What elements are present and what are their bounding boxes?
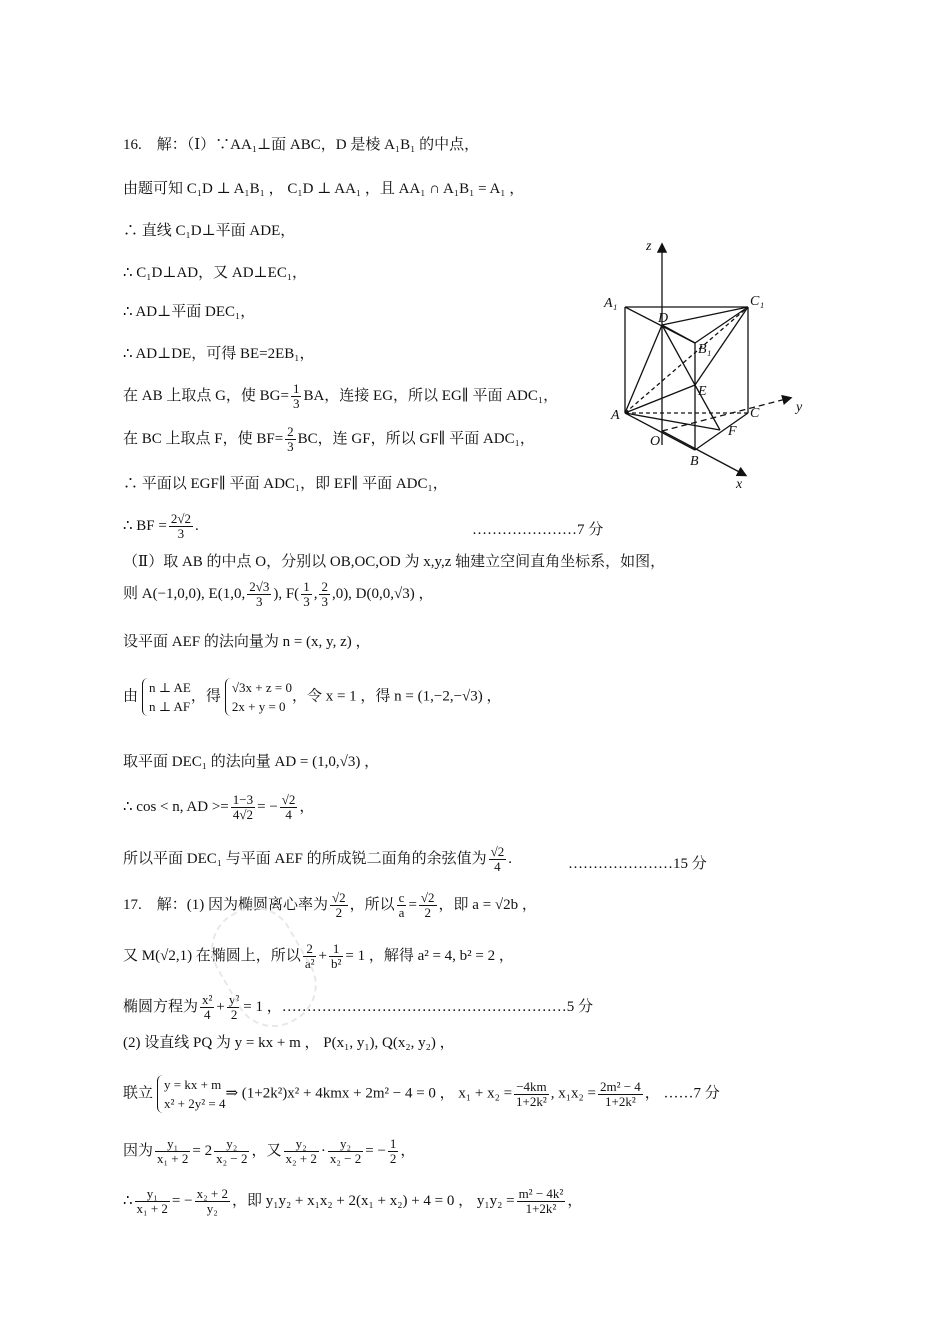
y-axis [662, 398, 790, 431]
q17-line-5: 联立y = kx + m x² + 2y² = 4⇒ (1+2k²)x² + 4kmx + 2m² − 4 = 0 ， x₁ + x₂ = $\frac{-4km}{\text{1+2k²}}$ , x₁x₂ = $\frac{\text{2m² − 4}}{\text{1+2k²}}$ ， ……7 分 [123, 1077, 720, 1111]
fraction: $\frac{√2}{2}$ [420, 890, 435, 920]
fraction: $\frac{\text{y₂}}{\text{x₂ − 2}}$ [329, 1136, 362, 1166]
q16-part2-line-7: 所以平面 DEC₁ 与平面 AEF 的所成锐二面角的余弦值为 $\frac{√2}{4}$ . [123, 844, 512, 874]
fraction: $\frac{\text{x²}}{4}$ [202, 992, 213, 1022]
label-y: y [796, 400, 803, 415]
fraction: $\frac{1-3}{4√2}$ [232, 792, 254, 822]
fraction: $\frac{\text{y²}}{2}$ [228, 992, 240, 1022]
q16-line-6: ∴ AD⊥DE，可得 BE=2EB₁， [123, 346, 315, 362]
prism-figure [600, 235, 815, 495]
fraction: $\frac{2}{3}$ [321, 579, 328, 609]
q17-line-1: 17. 解：(1) 因为椭圆离心率为 $\frac{√2}{2}$ ，所以 $\frac{c}{a}$ = $\frac{√2}{2}$ ，即 a = √2b ， [123, 890, 537, 920]
fraction: $\frac{√2}{2}$ [332, 890, 346, 920]
q16-part2-line-1: （Ⅱ）取 AB 的中点 O，分别以 OB,OC,OD 为 x,y,z 轴建立空间直角坐标系，如图， [123, 554, 666, 570]
fraction: $\frac{\text{x₂ + 2}}{\text{y₂}}$ [196, 1186, 228, 1216]
q16-part2-line-4: 由n ⊥ AE n ⊥ AF，得√3x + z = 0 2x + y = 0，令 x = 1 ，得 n = (1,−2,−√3) ， [123, 680, 502, 714]
q16-line-5: ∴ AD⊥平面 DEC₁， [123, 304, 256, 320]
score-7: …………………7 分 [472, 522, 604, 538]
equation-system: n ⊥ AE n ⊥ AF [142, 678, 191, 716]
segment-ac1 [625, 307, 748, 413]
q16-part2-line-6: ∴ cos < n, AD >= $\frac{1-3}{4√2}$ = − $\frac{√2}{4}$ ， [123, 792, 315, 822]
fraction: $\frac{\text{y₂}}{\text{x₂ − 2}}$ [216, 1136, 248, 1166]
q16-part2-line-2: 则 A(−1,0,0), E(1,0, $\frac{2√3}{3}$ ), F( $\frac{1}{3}$ , $\frac{2}{3}$ ,0), D(0,0,√3) ， [123, 579, 434, 609]
label-o: O [650, 434, 661, 449]
q16-line-8: 在 BC 上取点 F，使 BF= $\frac{2}{3}$ BC，连 GF，所以 GF∥ 平面 ADC₁， [123, 424, 535, 454]
fraction: $\frac{\text{2m² − 4}}{\text{1+2k²}}$ [599, 1078, 641, 1109]
q17-line-2: 又 M(√2,1) 在椭圆上，所以 $\frac{2}{\text{a²}}$ + $\frac{1}{\text{b²}}$ = 1 ，解得 a² = 4, b² = 2 ， [123, 941, 514, 971]
q17-line-4: (2) 设直线 PQ 为 y = kx + m ， P(x₁, y₁), Q(x₂, y₂) ， [123, 1035, 455, 1051]
label-x: x [736, 477, 743, 492]
q16-line-9: ∴ 平面以 EGF∥ 平面 ADC₁，即 EF∥ 平面 ADC₁， [123, 476, 448, 492]
score-15: …………………15 分 [568, 856, 707, 872]
label-c: C [750, 406, 760, 421]
fraction: $\frac{\text{y₁}}{\text{x₁ + 2}}$ [157, 1136, 189, 1166]
q16-line-2: 由题可知 C₁D ⊥ A₁B₁ ， C₁D ⊥ AA₁ ，且 AA₁ ∩ A₁B₁ = A₁ ， [123, 181, 525, 197]
fraction: $\frac{2√2}{3}$ [170, 511, 191, 541]
label-c1: C₁ [750, 294, 765, 309]
q16-line-10: ∴ BF = $\frac{2√2}{3}$ . [123, 511, 199, 541]
edge-bc [695, 413, 748, 450]
fraction: $\frac{1}{\text{b²}}$ [330, 941, 342, 971]
fraction: $\frac{c}{a}$ [398, 890, 405, 920]
label-e: E [698, 384, 707, 399]
fraction: $\frac{\text{m² − 4k²}}{\text{1+2k²}}$ [518, 1186, 564, 1216]
q16-line-4: ∴ C₁D⊥AD，又 AD⊥EC₁， [123, 265, 308, 281]
label-b1: B₁ [698, 342, 712, 357]
label-d: D [658, 311, 669, 326]
fraction: $\frac{√2}{4}$ [490, 844, 505, 874]
q16-line-3: ∴ 直线 C₁D⊥平面 ADE， [123, 223, 296, 239]
q16-line-7: 在 AB 上取点 G，使 BG= $\frac{1}{3}$ BA，连接 EG，所以 EG∥ 平面 ADC₁， [123, 381, 559, 411]
label-z: z [646, 239, 652, 254]
equation-system: y = kx + m x² + 2y² = 4 [157, 1075, 225, 1113]
fraction: $\frac{√2}{4}$ [281, 792, 296, 822]
label-f: F [728, 424, 737, 439]
fraction: $\frac{-4km}{\text{1+2k²}}$ [516, 1078, 547, 1109]
q17-line-7: ∴ $\frac{\text{y₁}}{\text{x₁ + 2}}$ = − $\frac{\text{x₂ + 2}}{\text{y₂}}$ ，即 y₁y₂ + x₁x₂ + 2(x₁ + x₂) + 4 = 0 ， y₁y₂ = $\frac{\text{m² − 4k²}}{\text{1+2k²}}$ ， [123, 1186, 583, 1216]
fraction: $\frac{2}{\text{a²}}$ [304, 941, 315, 971]
q16-part2-line-5: 取平面 DEC₁ 的法向量 AD = (1,0,√3) ， [123, 754, 380, 770]
fraction: $\frac{1}{3}$ [303, 579, 310, 609]
fraction: $\frac{\text{y₂}}{\text{x₂ + 2}}$ [285, 1136, 317, 1166]
label-a: A [611, 408, 620, 423]
fraction: $\frac{1}{2}$ [389, 1136, 397, 1166]
q17-line-6: 因为 $\frac{\text{y₁}}{\text{x₁ + 2}}$ = 2 $\frac{\text{y₂}}{\text{x₂ − 2}}$ ，又 $\frac{\text{y₂}}{\text{x₂ + 2}}$ · $\frac{\text{y₂}}{\text{x₂ − 2}}$ = − $\frac{1}{2}$ ， [123, 1136, 416, 1166]
fraction: $\frac{1}{3}$ [292, 381, 300, 411]
fraction: $\frac{2}{3}$ [287, 424, 294, 454]
equation-system: √3x + z = 0 2x + y = 0 [225, 678, 292, 716]
q16-line-1: 16. 解：（Ⅰ）∵AA₁⊥面 ABC，D 是棱 A₁B₁ 的中点， [123, 137, 480, 153]
fraction: $\frac{\text{y₁}}{\text{x₁ + 2}}$ [136, 1186, 168, 1216]
q17-line-3: 椭圆方程为 $\frac{\text{x²}}{4}$ + $\frac{\text{y²}}{2}$ = 1 ，…………………………………………………5 分 [123, 992, 594, 1022]
segment-af [625, 413, 720, 430]
label-a1: A₁ [604, 296, 618, 311]
label-b: B [690, 454, 699, 469]
fraction: $\frac{2√3}{3}$ [249, 579, 270, 609]
q16-part2-line-3: 设平面 AEF 的法向量为 n = (x, y, z) ， [123, 634, 371, 650]
